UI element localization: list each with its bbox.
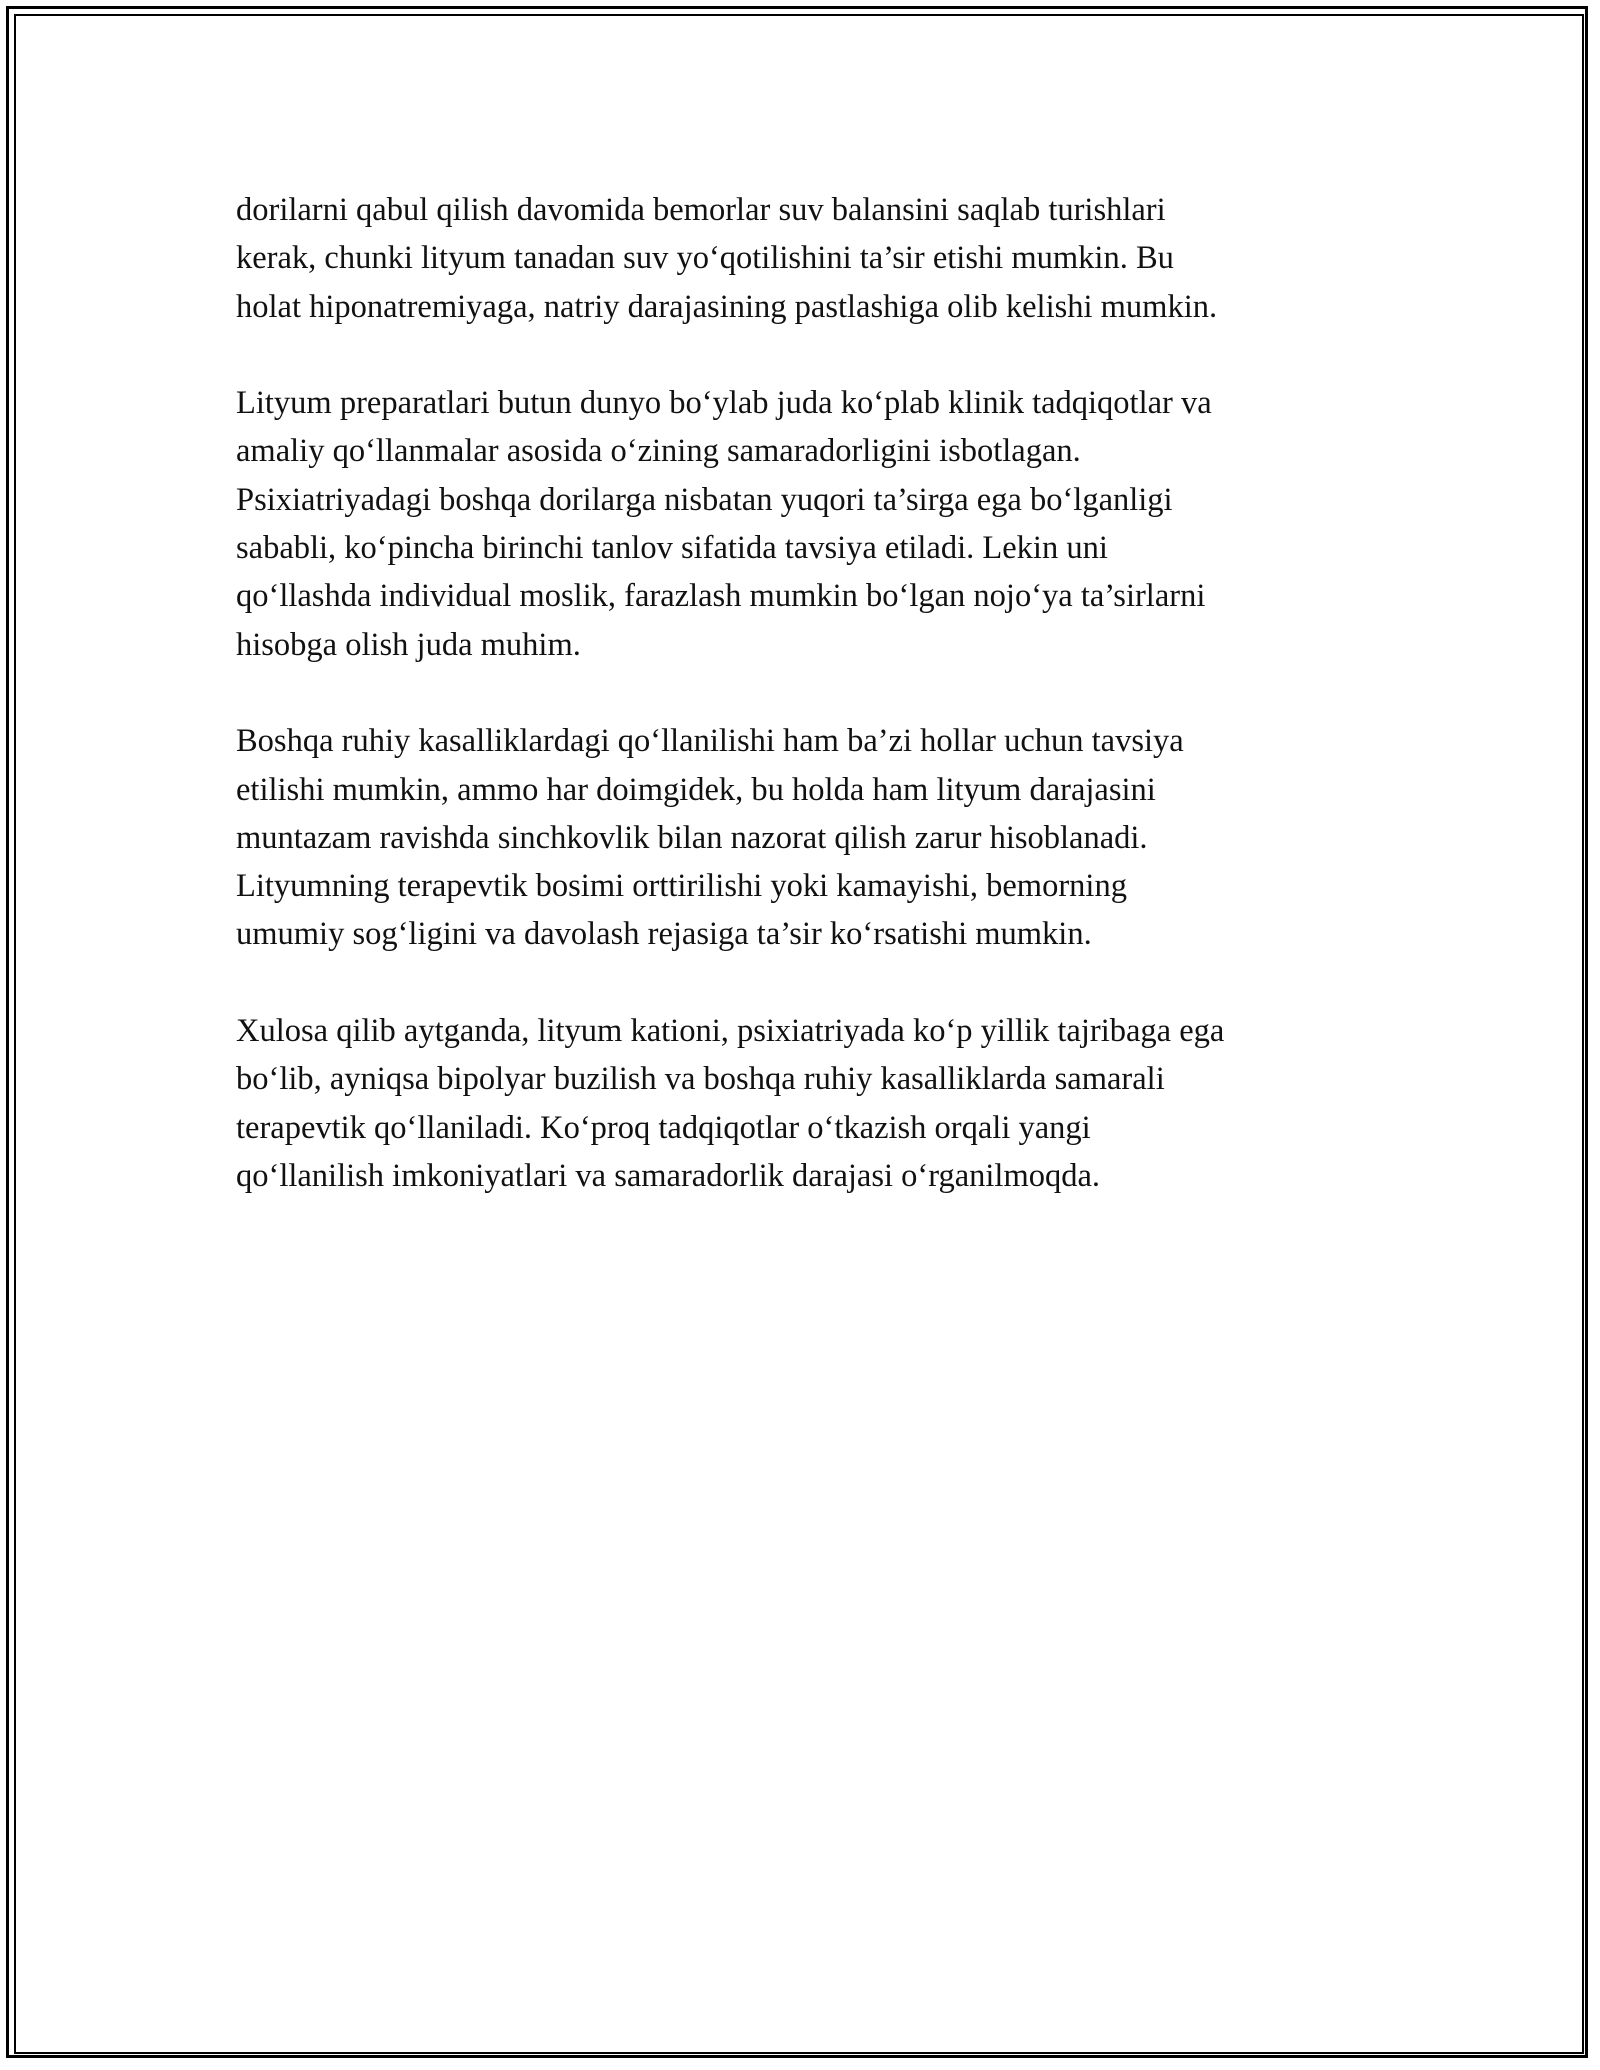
- text-line: qo‘llashda individual moslik, farazlash mumkin bo‘lgan nojo‘ya ta’sirlarni: [236, 578, 1206, 615]
- text-line: terapevtik qo‘llaniladi. Ko‘proq tadqiqotlar o‘tkazish orqali yangi: [236, 1109, 1091, 1146]
- paragraph-4: [236, 1007, 1366, 1200]
- text-line: holat hiponatremiyaga, natriy darajasining pastlashiga olib kelishi mumkin.: [236, 288, 1218, 325]
- text-line: dorilarni qabul qilish davomida bemorlar suv balansini saqlab turishlari: [236, 192, 1166, 228]
- text-line: umumiy sog‘ligini va davolash rejasiga ta’sir ko‘rsatishi mumkin.: [236, 916, 1092, 953]
- document-body: [236, 186, 1366, 1249]
- text-line: Psixiatriyadagi boshqa dorilarga nisbatan yuqori ta’sirga ega bo‘lganligi: [236, 481, 1173, 518]
- paragraph-1: [236, 186, 1366, 331]
- text-line: kerak, chunki lityum tanadan suv yo‘qotilishini ta’sir etishi mumkin. Bu: [236, 240, 1174, 277]
- text-line: sababli, ko‘pincha birinchi tanlov sifatida tavsiya etiladi. Lekin uni: [236, 530, 1108, 567]
- text-line: qo‘llanilish imkoniyatlari va samaradorlik darajasi o‘rganilmoqda.: [236, 1157, 1101, 1194]
- text-line: etilishi mumkin, ammo har doimgidek, bu holda ham lityum darajasini: [236, 771, 1156, 808]
- text-line: hisobga olish juda muhim.: [236, 626, 581, 663]
- text-line: bo‘lib, ayniqsa bipolyar buzilish va boshqa ruhiy kasalliklarda samarali: [236, 1061, 1165, 1098]
- paragraph-2: [236, 379, 1366, 669]
- text-line: Lityum preparatlari butun dunyo bo‘ylab juda ko‘plab klinik tadqiqotlar va: [236, 385, 1212, 422]
- text-line: Xulosa qilib aytganda, lityum kationi, psixiatriyada ko‘p yillik tajribaga ega: [236, 1013, 1225, 1050]
- text-line: muntazam ravishda sinchkovlik bilan nazorat qilish zarur hisoblanadi.: [236, 819, 1148, 856]
- paragraph-3: [236, 717, 1366, 958]
- text-line: amaliy qo‘llanmalar asosida o‘zining samaradorligini isbotlagan.: [236, 433, 1081, 470]
- text-line: Lityumning terapevtik bosimi orttirilishi yoki kamayishi, bemorning: [236, 868, 1127, 905]
- text-line: Boshqa ruhiy kasalliklardagi qo‘llanilishi ham ba’zi hollar uchun tavsiya: [236, 723, 1184, 760]
